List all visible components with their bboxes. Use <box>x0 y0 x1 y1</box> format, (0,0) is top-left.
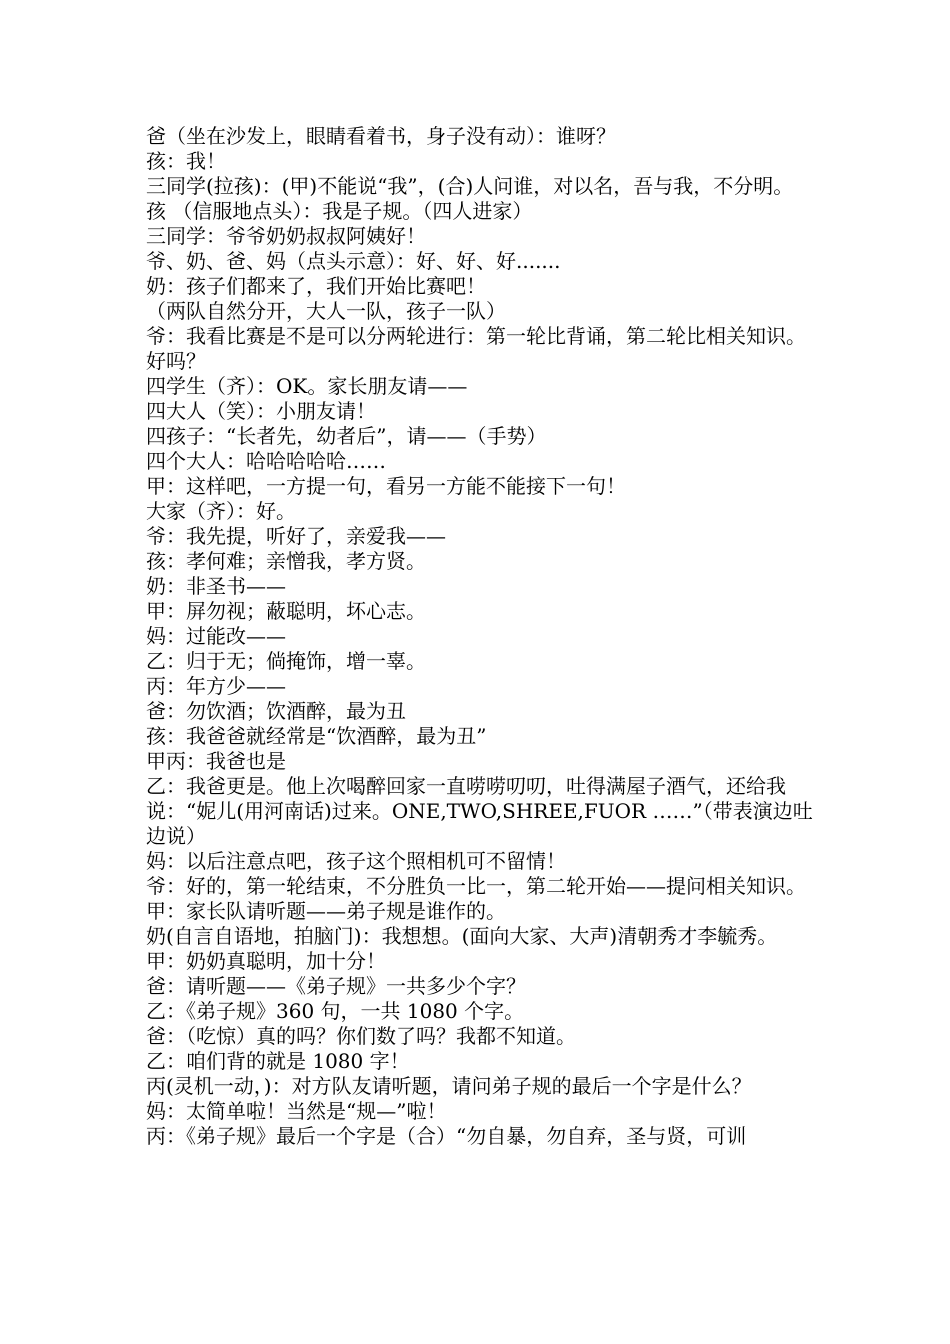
text-line: 孩：我爸爸就经常是“饮酒醉，最为丑” <box>146 724 487 748</box>
text-line: 爷、奶、爸、妈（点头示意）：好、好、好....... <box>146 249 561 273</box>
text-line: 爷：我看比赛是不是可以分两轮进行：第一轮比背诵，第二轮比相关知识。好吗？ <box>146 324 806 373</box>
text-line: 甲：这样吧，一方提一句，看另一方能不能接下一句！ <box>146 474 626 498</box>
text-line: 三同学：爷爷奶奶叔叔阿姨好！ <box>146 224 426 248</box>
text-line: 孩：我！ <box>146 149 226 173</box>
text-line: 孩：孝何难；亲憎我，孝方贤。 <box>146 549 426 573</box>
text-line: 大家（齐）：好。 <box>146 499 296 523</box>
text-line: 甲：家长队请听题——弟子规是谁作的。 <box>146 899 506 923</box>
text-line: 奶(自言自语地，拍脑门)：我想想。(面向大家、大声)清朝秀才李毓秀。 <box>146 924 778 948</box>
text-line: 乙：《弟子规》360 句，一共 1080 个字。 <box>146 999 525 1023</box>
text-line: 四学生（齐）：OK。家长朋友请—— <box>146 374 468 398</box>
text-line: 甲丙：我爸也是 <box>146 749 286 773</box>
text-line: （两队自然分开，大人一队，孩子一队） <box>146 299 506 323</box>
text-line: 爷：好的，第一轮结束，不分胜负一比一，第二轮开始——提问相关知识。 <box>146 874 806 898</box>
text-line: 妈：太简单啦！当然是“规—”啦！ <box>146 1099 447 1123</box>
text-line: 爸：勿饮酒；饮酒醉，最为丑 <box>146 699 406 723</box>
text-line: 妈：过能改—— <box>146 624 286 648</box>
text-line: 乙：归于无；倘掩饰，增一辜。 <box>146 649 426 673</box>
text-line: 孩 （信服地点头）：我是子规。（四人进家） <box>146 199 533 223</box>
text-line: 爸：请听题——《弟子规》一共多少个字？ <box>146 974 526 998</box>
text-line: 丙：年方少—— <box>146 674 286 698</box>
text-line: 丙：《弟子规》最后一个字是（合）“勿自暴，勿自弃，圣与贤，可训 <box>146 1124 747 1148</box>
text-line: 奶：孩子们都来了，我们开始比赛吧！ <box>146 274 486 298</box>
text-line: 爸（坐在沙发上，眼睛看着书，身子没有动）：谁呀？ <box>146 124 616 148</box>
text-line: 乙：我爸更是。他上次喝醉回家一直唠唠叨叨，吐得满屋子酒气，还给我说：“妮儿(用河南话)过来。ONE,TWO,SHREE,FUOR ……”（带表演边吐边说） <box>146 774 813 848</box>
document-body <box>146 124 822 1149</box>
text-line: 四个大人：哈哈哈哈哈…… <box>146 449 386 473</box>
text-line: 四孩子：“长者先，幼者后”，请——（手势） <box>146 424 547 448</box>
text-line: 甲：屏勿视；蔽聪明，坏心志。 <box>146 599 426 623</box>
text-line: 妈：以后注意点吧，孩子这个照相机可不留情！ <box>146 849 566 873</box>
text-line: 爸：（吃惊）真的吗？你们数了吗？我都不知道。 <box>146 1024 576 1048</box>
text-line: 爷：我先提，听好了，亲爱我—— <box>146 524 446 548</box>
text-line: 乙：咱们背的就是 1080 字！ <box>146 1049 410 1073</box>
text-line: 三同学(拉孩)：(甲)不能说“我”，(合)人问谁，对以名，吾与我，不分明。 <box>146 174 794 198</box>
text-line: 丙(灵机一动，)：对方队友请听题，请问弟子规的最后一个字是什么？ <box>146 1074 752 1098</box>
text-line: 四大人（笑）：小朋友请！ <box>146 399 376 423</box>
text-line: 甲：奶奶真聪明，加十分！ <box>146 949 386 973</box>
text-line: 奶：非圣书—— <box>146 574 286 598</box>
